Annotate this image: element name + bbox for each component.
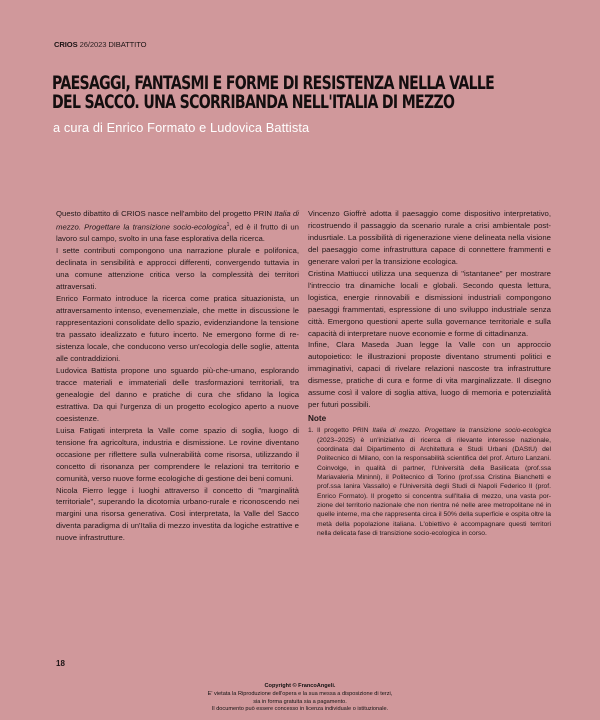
paragraph: Nicola Fierro legge i luoghi attraverso il concetto di "marginalità territoriale", superando la dicotomia urbano-rurale e riconoscendo nei margini una risorsa generativa. Così interpretata, la Valle del Sacco diventa paradigma di un'Italia di mezzo investita da logiche estrattive e nuove infrastrutture. bbox=[56, 485, 299, 543]
title-line-1: PAESAGGI, FANTASMI E FORME DI RESISTENZA NELLA VALLE bbox=[52, 72, 495, 94]
paragraph: Enrico Formato introduce la ricerca come pratica situazionista, un attraversamento intenso, evenemenziale, che mette in discussione le rappresentazioni consolidate dello spazio, evidenziandone la tensione tra passato idealizzato e futuro incerto. Ne emergono forme di resistenza locale, che conducono verso un'ecologia delle soglie, attenta alle contraddizioni. bbox=[56, 294, 299, 364]
paragraph bbox=[56, 208, 299, 245]
paragraph: Cristina Mattiucci utilizza una sequenza di "istantanee" per mostrare l'intreccio tra dinamiche locali e globali. Secondo questa lettura, logistica, energie rinnovabili e dismissioni industriali compongono paesaggi frammentati, espressione di uno sviluppo industriale senza città. Emergono questioni aperte sulla governance territoriale e sulla capacità di interpretare nuove economie e forme di cittadinanza. bbox=[308, 268, 551, 338]
article-title bbox=[52, 74, 563, 112]
copyright-line: Il documento può essere concesso in licenza individuale o istituzionale. bbox=[211, 706, 389, 713]
copyright-line: E' vietata la Riproduzione dell'opera e la sua messa a disposizione di terzi, bbox=[207, 690, 393, 697]
paragraph-text: Questo dibattito di CRIOS nasce nell'ambito del progetto PRIN bbox=[56, 209, 275, 218]
project-title-italic: Italia di mezzo. Progettare la transizione socio-ecologica bbox=[56, 209, 299, 232]
copyright-notice bbox=[0, 683, 600, 714]
footnote-number: 1. bbox=[308, 427, 314, 435]
footnote-text bbox=[317, 426, 551, 538]
title-line-2: DEL SACCO. UNA SCORRIBANDA NELL'ITALIA DI MEZZO bbox=[52, 91, 455, 113]
paragraph-text: , ed è il frutto di un lavoro sul campo, svolto in una fase esplorativa della ricerca. bbox=[56, 222, 299, 244]
right-column bbox=[308, 208, 551, 538]
left-column bbox=[56, 208, 299, 544]
article-editors: a cura di Enrico Formato e Ludovica Battista bbox=[53, 120, 310, 135]
issue-number: 26/2023 bbox=[79, 40, 107, 49]
copyright-line: sia in forma gratuita sia a pagamento. bbox=[253, 698, 347, 705]
page-number: 18 bbox=[56, 659, 65, 668]
footnote bbox=[308, 426, 551, 538]
paragraph: Infine, Clara Maseda Juan legge la Valle con un approccio autopoietico: le illustrazioni proposte diventano strumenti politici e immaginativi, capaci di rivelare relazioni nascoste tra infrastrutture dismesse, pratiche di cura e forme di vita marginalizzate. Il disegno assume così il valore di soglia attiva, luogo di memoria e potenzialità per futuri possibili. bbox=[308, 340, 551, 410]
footnote-italic: Italia di mezzo. Progettare la transizione socio-ecologica bbox=[372, 427, 551, 435]
running-header bbox=[54, 40, 146, 49]
paragraph: I sette contributi compongono una narrazione plurale e polifonica, declinata in sensibilità e approcci differenti, convergendo tuttavia in una comune attenzione critica verso la complessità dei territori attraversati. bbox=[56, 246, 299, 292]
paragraph: Ludovica Battista propone uno sguardo più-che-umano, esplorando tracce materiali e immateriali delle trasformazioni territoriali, tra genealogie del danno e pratiche di cura che sfidano la logica estrattiva. Da qui l'urgenza di un progetto ecologico aperto a nuove coesistenze. bbox=[56, 365, 299, 423]
section-name: DIBATTITO bbox=[108, 40, 147, 49]
footnote-ref[interactable]: 1 bbox=[226, 221, 230, 228]
paragraph: Luisa Fatigati interpreta la Valle come spazio di soglia, luogo di tensione fra agricoltura, industria e dismissione. Le rovine diventano occasione per riflettere sulla vulnerabilità come risorsa, utilizzando il concetto di risonanza per comprendere le relazioni tra territorio e comunità, verso nuove forme ecologiche di gestione dei beni comuni. bbox=[56, 425, 299, 483]
notes-heading: Note bbox=[308, 414, 327, 424]
footnote-text-part: (2023–2025) è un'iniziativa di ricerca di rilevante interesse nazionale, coordinata dal Dipartimento di Architettura e Studi Urbani (DAStU) del Politecnico di Milano, con la responsabilità scientifica del prof. Arturo Lanzani. Coinvolge, in qualità di partner, l'Università della Basilicata (prof.ssa Mariavaleria Mininni), il Politecnico di Torino (prof.ssa Cristina Bianchetti e prof.ssa Ianira Vassallo) e l'Università degli Studi di Napoli Federico II (prof. Enrico Formato). Il progetto si concentra sull'Italia di mezzo, una vasta porzione del territorio nazionale che non rientra né nelle aree metropolitane né in quelle interne, ma che rappresenta circa il 50% della superficie e ospita oltre la metà della popolazione italiana. L'obiettivo è accompagnare questi territori nella delicata fase di transizione socio-ecologica in corso. bbox=[317, 436, 551, 537]
copyright-line: Copyright © FrancoAngeli. bbox=[264, 683, 336, 689]
footnote-text-part: Il progetto PRIN bbox=[317, 427, 373, 435]
journal-name: CRIOS bbox=[54, 40, 78, 49]
paragraph: Vincenzo Gioffrè adotta il paesaggio come dispositivo interpretativo, ricostruendo il passaggio da scenario rurale a crisi ambientale post-indusrtiale. La possibilità di rigenerazione viene delineata nella visione del paesaggio come infrastruttura capace di connettere frammenti e generare valori per la transizione ecologica. bbox=[308, 209, 551, 266]
